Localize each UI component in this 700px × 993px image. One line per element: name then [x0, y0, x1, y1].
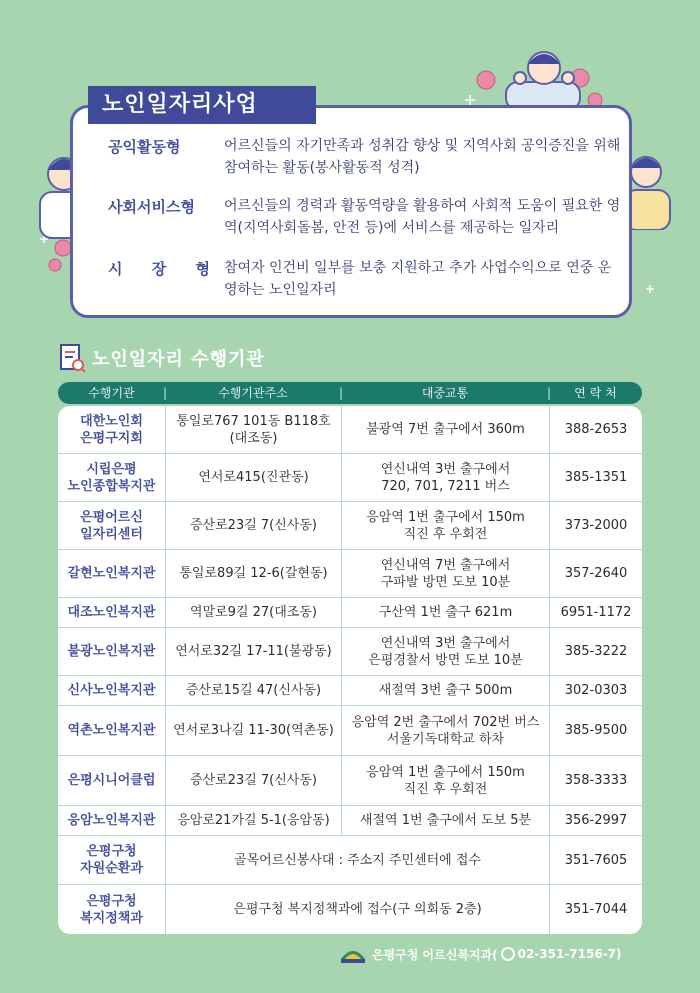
cell-org: 역촌노인복지관: [67, 723, 156, 738]
cell-phone: 373-2000: [549, 502, 642, 549]
footer-contact: [340, 943, 622, 965]
table-row: [58, 550, 642, 598]
table-row: [58, 502, 642, 550]
footer-phone: 02-351-7156-7): [517, 947, 622, 961]
intro-row-label: 사회서비스형: [108, 198, 195, 216]
cell-phone: 388-2653: [549, 406, 642, 453]
cell-address: 연서로3나길 11-30(역촌동): [165, 706, 341, 755]
cell-address: 연서로415(진관동): [165, 454, 341, 501]
cell-merged-info: 골목어르신봉사대 : 주소지 주민센터에 접수: [165, 836, 549, 884]
cell-org: 대조노인복지관: [67, 605, 156, 620]
document-search-icon: [60, 344, 86, 374]
intro-row-label: 공익활동형: [108, 138, 181, 156]
table-row: [58, 454, 642, 502]
cell-transit: 연신내역 3번 출구에서 은평경찰서 방면 도보 10분: [341, 628, 549, 675]
cell-org: 불광노인복지관: [67, 644, 156, 659]
cell-org: 신사노인복지관: [67, 683, 156, 698]
cell-phone: 351-7044: [549, 885, 642, 934]
header-divider: |: [162, 386, 168, 400]
cell-address: 역말로9길 27(대조동): [165, 598, 341, 627]
cell-org: 시립은평 노인종합복지관: [67, 461, 156, 494]
header-phone: 연 락 처: [574, 386, 617, 400]
cell-org: 갈현노인복지관: [67, 566, 156, 581]
cell-transit: 새절역 3번 출구 500m: [341, 676, 549, 705]
table-row: [58, 628, 642, 676]
cell-phone: 356-2997: [549, 806, 642, 835]
table-row: [58, 836, 642, 885]
intro-row-desc: 어르신들의 경력과 활동역량을 활용하여 사회적 도움이 필요한 영역(지역사회돌봄, 안전 등)에 서비스를 제공하는 일자리: [224, 198, 621, 236]
section-title: 노인일자리 수행기관: [92, 349, 265, 370]
table-header: [58, 382, 642, 404]
table-body: [58, 406, 642, 934]
cell-address: 증산로23길 7(신사동): [165, 502, 341, 549]
cell-org: 은평어르신 일자리센터: [80, 509, 143, 542]
cell-transit: 응암역 2번 출구에서 702번 버스 서울기독대학교 하차: [341, 706, 549, 755]
cell-address: 응암로21가길 5-1(응암동): [165, 806, 341, 835]
table-row: [58, 885, 642, 934]
cell-transit: 응암역 1번 출구에서 150m 직진 후 우회전: [341, 502, 549, 549]
header-divider: |: [546, 386, 552, 400]
cell-address: 증산로15길 47(신사동): [165, 676, 341, 705]
cell-address: 통일로89길 12-6(갈현동): [165, 550, 341, 597]
intro-row-desc: 어르신들의 자기만족과 성취감 향상 및 지역사회 공익증진을 위해 참여하는 활동(봉사활동적 성격): [224, 138, 621, 176]
cell-org: 대한노인회 은평구지회: [80, 413, 143, 446]
cell-transit: 응암역 1번 출구에서 150m 직진 후 우회전: [341, 756, 549, 805]
header-org: 수행기관: [88, 386, 135, 400]
cell-transit: 연신내역 3번 출구에서 720, 701, 7211 버스: [341, 454, 549, 501]
header-divider: |: [338, 386, 344, 400]
cell-phone: 302-0303: [549, 676, 642, 705]
cell-phone: 357-2640: [549, 550, 642, 597]
cell-org: 응암노인복지관: [67, 813, 156, 828]
cell-merged-info: 은평구청 복지정책과에 접수(구 의회동 2층): [165, 885, 549, 934]
table-row: [58, 598, 642, 628]
cell-transit: 연신내역 7번 출구에서 구파발 방면 도보 10분: [341, 550, 549, 597]
cell-address: 증산로23길 7(신사동): [165, 756, 341, 805]
illustration-person-top: [500, 44, 590, 110]
table-row: [58, 756, 642, 806]
footer-dept: 은평구청 어르신복지과(: [372, 947, 498, 962]
cell-transit: 구산역 1번 출구 621m: [341, 598, 549, 627]
header-address: 수행기관주소: [218, 386, 288, 400]
cell-phone: 351-7605: [549, 836, 642, 884]
cell-org: 은평구청 복지정책과: [80, 893, 143, 926]
table-row: [58, 706, 642, 756]
cell-phone: 385-3222: [549, 628, 642, 675]
cell-phone: 358-3333: [549, 756, 642, 805]
phone-icon: [501, 947, 515, 961]
header-transit: 대중교통: [421, 386, 469, 400]
intro-title: 노인일자리사업: [88, 86, 316, 124]
cell-address: 통일로767 101동 B118호 (대조동): [165, 406, 341, 453]
cell-transit: 불광역 7번 출구에서 360m: [341, 406, 549, 453]
district-logo-icon: [340, 943, 366, 965]
cell-phone: 385-1351: [549, 454, 642, 501]
intro-row-label: 시 장 형: [108, 260, 210, 278]
cell-org: 은평시니어클럽: [67, 773, 156, 788]
cell-org: 은평구청 자원순환과: [80, 844, 143, 876]
cell-phone: 6951-1172: [549, 598, 642, 627]
cell-address: 연서로32길 17-11(불광동): [165, 628, 341, 675]
table-row: [58, 676, 642, 706]
table-row: [58, 406, 642, 454]
intro-row-desc: 참여자 인건비 일부를 보충 지원하고 추가 사업수익으로 연중 운영하는 노인일자리: [224, 260, 612, 298]
cell-phone: 385-9500: [549, 706, 642, 755]
table-row: [58, 806, 642, 836]
cell-transit: 새절역 1번 출구에서 도보 5분: [341, 806, 549, 835]
